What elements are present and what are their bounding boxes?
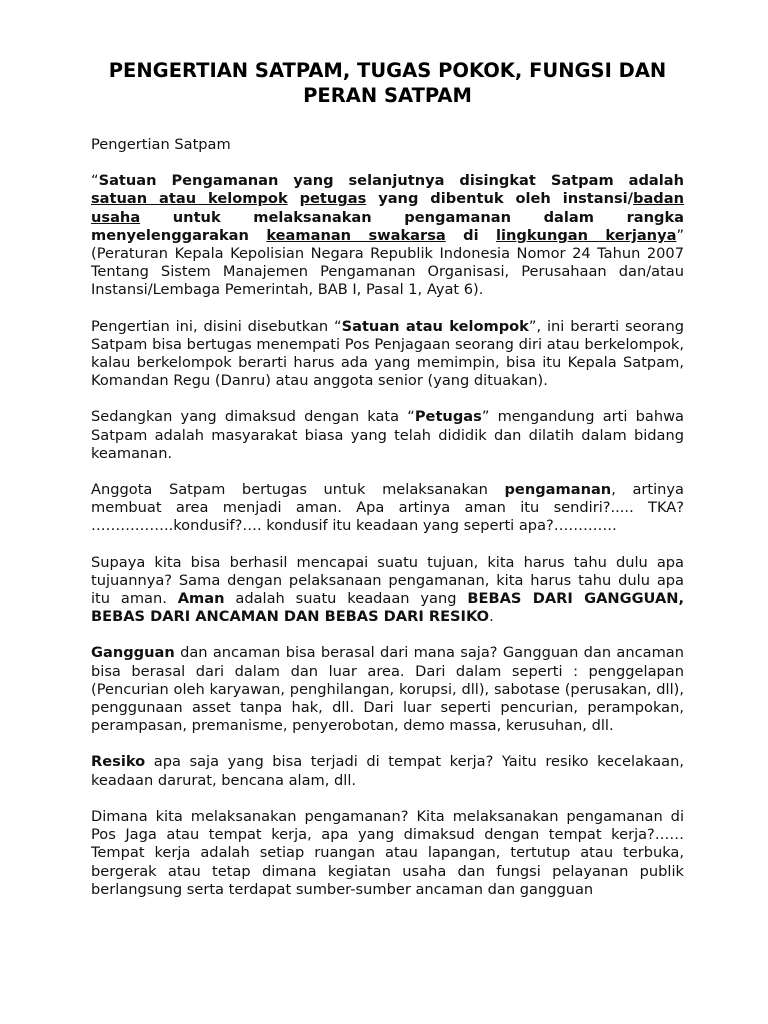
paragraph-gangguan: Gangguan dan ancaman bisa berasal dari mana saja? Gangguan dan ancaman bisa berasal dari dalam dan luar area. Dari dalam seperti : penggelapan (Pencurian oleh karyawan, penghilangan, korupsi, dll), sabotase (perusakan, dll), penggunaan asset tanpa hak, dll. Dari luar seperti pencurian, perampokan, perampasan, premanisme, penyerobotan, demo massa, kerusuhan, dll. — [91, 644, 684, 735]
paragraph-definition — [91, 172, 684, 299]
emphasis-gangguan: Gangguan — [91, 644, 175, 662]
term-badan-usaha: badan usaha — [91, 190, 684, 226]
emphasis-aman: Aman — [177, 590, 225, 608]
open-quote: “ — [91, 172, 99, 190]
paragraph-petugas: Sedangkan yang dimaksud dengan kata “Petugas” mengandung arti bahwa Satpam adalah masyarakat biasa yang telah dididik dan dilatih dalam bidang keamanan. — [91, 408, 684, 462]
definition-text: Satuan Pengamanan yang selanjutnya disingkat Satpam adalah — [98, 172, 684, 190]
emphasis-petugas: Petugas — [414, 408, 482, 426]
paragraph-tempat-kerja: Dimana kita melaksanakan pengamanan? Kita melaksanakan pengamanan di Pos Jaga atau tempat kerja, apa yang dimaksud dengan tempat kerja?……Tempat kerja adalah setiap ruangan atau lapangan, tertutup atau terbuka, bergerak atau tetap dimana kegiatan usaha dan fungsi pelayanan publik berlangsung serta terdapat sumber-sumber ancaman dan gangguan — [91, 807, 684, 898]
term-satuan-kelompok: satuan atau kelompok — [91, 190, 288, 208]
term-keamanan-swakarsa: keamanan swakarsa — [266, 226, 446, 244]
paragraph-pengamanan: Anggota Satpam bertugas untuk melaksanakan pengamanan, artinya membuat area menjadi aman. Apa artinya aman itu sendiri?..... TKA? ……………..kondusif?…. kondusif itu keadaan yang seperti apa?…………. — [91, 481, 685, 535]
section-heading: Pengertian Satpam — [91, 136, 231, 153]
legal-reference: (Peraturan Kepala Kepolisian Negara Republik Indonesia Nomor 24 Tahun 2007 Tentang Sistem Manajemen Pengamanan Organisasi, Perusahaan dan/atau Instansi/Lembaga Pemerintah, BAB I, Pasal 1, Ayat 6). — [91, 245, 684, 299]
document-title: PENGERTIAN SATPAM, TUGAS POKOK, FUNGSI DAN PERAN SATPAM — [108, 59, 667, 107]
definition-text: di — [445, 226, 497, 244]
emphasis-pengamanan: pengamanan — [504, 481, 612, 499]
emphasis-satuan-kelompok: Satuan atau kelompok — [341, 317, 529, 335]
term-petugas: petugas — [299, 190, 367, 208]
paragraph-resiko: Resiko apa saja yang bisa terjadi di tempat kerja? Yaitu resiko kecelakaan, keadaan darurat, bencana alam, dll. — [91, 753, 684, 789]
close-quote: ” — [676, 226, 684, 244]
document-body — [91, 58, 684, 917]
paragraph-satuan-kelompok: Pengertian ini, disini disebutkan “Satuan atau kelompok”, ini berarti seorang Satpam bisa bertugas menempati Pos Penjagaan seorang diri atau berkelompok, kalau berkelompok berarti harus ada yang memimpin, bisa itu Kepala Satpam, Komandan Regu (Danru) atau anggota senior (yang dituakan). — [91, 317, 685, 390]
paragraph-aman: Supaya kita bisa berhasil mencapai suatu tujuan, kita harus tahu dulu apa tujuannya? Sama dengan pelaksanaan pengamanan, kita harus tahu dulu apa itu aman. Aman adalah suatu keadaan yang BEBAS DARI GANGGUAN, BEBAS DARI ANCAMAN DAN BEBAS DARI RESIKO. — [91, 553, 685, 626]
term-lingkungan-kerja: lingkungan kerjanya — [496, 226, 677, 244]
emphasis-bebas: BEBAS DARI GANGGUAN, BEBAS DARI ANCAMAN DAN BEBAS DARI RESIKO — [91, 590, 685, 626]
definition-text: yang dibentuk oleh instansi/ — [366, 190, 634, 208]
emphasis-resiko: Resiko — [91, 753, 146, 771]
definition-text: untuk melaksanakan pengamanan dalam rangka menyelenggarakan — [91, 208, 684, 244]
